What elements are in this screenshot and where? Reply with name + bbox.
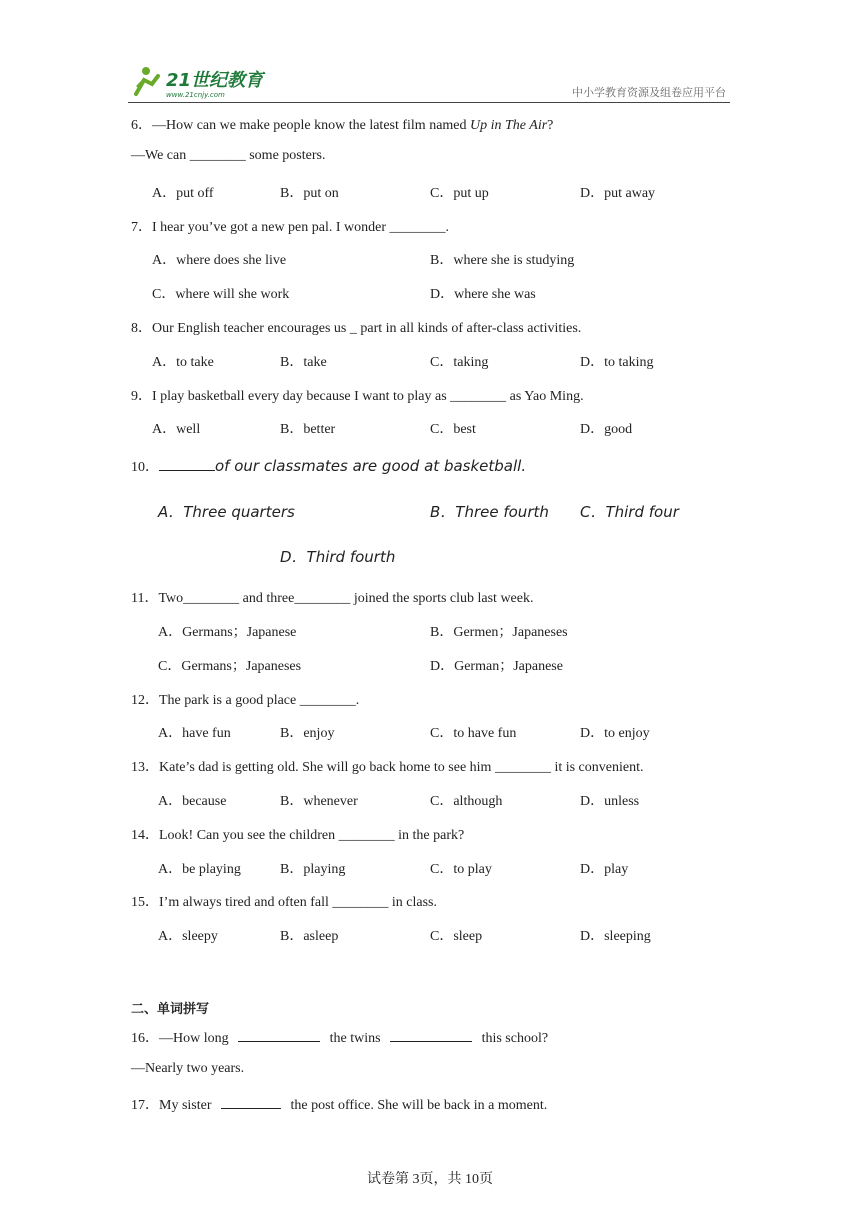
q10-option-c: C．Third four [580, 503, 679, 521]
question-13-stem: 13．Kate’s dad is getting old. She will go back home to see him ________ it is convenient. [131, 760, 644, 775]
q8-option-c: C．taking [430, 355, 489, 370]
question-11-stem: 11．Two________ and three________ joined the sports club last week. [131, 591, 534, 606]
question-16-stem: 16．—How long the twins this school? [131, 1031, 549, 1046]
q10-option-a: A．Three quarters [158, 503, 295, 521]
q12-option-d: D．to enjoy [580, 726, 650, 741]
answer-blank [159, 458, 215, 471]
question-8-stem: 8．Our English teacher encourages us _ part in all kinds of after-class activities. [131, 321, 582, 336]
q6-option-c: C．put up [430, 186, 489, 201]
page-header [128, 60, 730, 103]
q12-option-c: C．to have fun [430, 726, 517, 741]
q11-option-c: C．Germans；Japaneses [158, 659, 302, 674]
q15-option-d: D．sleeping [580, 929, 651, 944]
q12-option-b: B．enjoy [280, 726, 335, 741]
logo-21cnjy [128, 64, 268, 100]
q13-option-b: B．whenever [280, 794, 358, 809]
question-16-line2: —Nearly two years. [131, 1061, 245, 1076]
q10-option-b: B．Three fourth [430, 503, 549, 521]
q7-option-a: A．where does she live [152, 253, 287, 268]
header-tagline: 中小学教育资源及组卷应用平台 [572, 86, 726, 99]
q11-option-b: B．Germen；Japaneses [430, 625, 568, 640]
q7-option-d: D．where she was [430, 287, 536, 302]
svg-text:21世纪教育: 21世纪教育 [166, 70, 264, 91]
question-6-stem: 6．—How can we make people know the latest film named Up in The Air? [131, 118, 554, 133]
q14-option-d: D．play [580, 862, 629, 877]
q11-option-a: A．Germans；Japanese [158, 625, 297, 640]
q15-option-a: A．sleepy [158, 929, 218, 944]
q8-option-b: B．take [280, 355, 327, 370]
q6-option-b: B．put on [280, 186, 339, 201]
question-10-stem: 10． of our classmates are good at basketball. [131, 457, 527, 475]
question-14-stem: 14．Look! Can you see the children ________ in the park? [131, 828, 465, 843]
q9-option-b: B．better [280, 422, 336, 437]
answer-blank[interactable] [390, 1029, 472, 1042]
q13-option-a: A．because [158, 794, 227, 809]
q15-option-c: C．sleep [430, 929, 483, 944]
q13-option-c: C．although [430, 794, 503, 809]
q8-option-d: D．to taking [580, 355, 654, 370]
q6-option-d: D．put away [580, 186, 656, 201]
question-17-stem: 17．My sister the post office. She will be back in a moment. [131, 1098, 548, 1113]
q12-option-a: A．have fun [158, 726, 231, 741]
q9-option-a: A．well [152, 422, 201, 437]
q14-option-c: C．to play [430, 862, 492, 877]
q6-option-a: A．put off [152, 186, 214, 201]
section-2-title: 二、单词拼写 [131, 1002, 210, 1017]
q11-option-d: D．German；Japanese [430, 659, 563, 674]
q14-option-a: A．be playing [158, 862, 241, 877]
q10-option-d: D．Third fourth [280, 548, 396, 566]
answer-blank[interactable] [238, 1029, 320, 1042]
question-9-stem: 9．I play basketball every day because I want to play as ________ as Yao Ming. [131, 389, 584, 404]
question-15-stem: 15．I’m always tired and often fall ________ in class. [131, 895, 437, 910]
svg-text:www.21cnjy.com: www.21cnjy.com [166, 91, 225, 99]
q15-option-b: B．asleep [280, 929, 339, 944]
page-footer: 试卷第 3页，共 10页 [367, 1172, 493, 1187]
question-7-stem: 7．I hear you’ve got a new pen pal. I wonder ________. [131, 220, 450, 235]
q9-option-c: C．best [430, 422, 476, 437]
question-6-line2: —We can ________ some posters. [131, 148, 326, 163]
q7-option-b: B．where she is studying [430, 253, 575, 268]
q14-option-b: B．playing [280, 862, 346, 877]
q13-option-d: D．unless [580, 794, 640, 809]
q9-option-d: D．good [580, 422, 633, 437]
q7-option-c: C．where will she work [152, 287, 290, 302]
q8-option-a: A．to take [152, 355, 214, 370]
answer-blank[interactable] [221, 1096, 281, 1109]
question-12-stem: 12．The park is a good place ________. [131, 693, 360, 708]
